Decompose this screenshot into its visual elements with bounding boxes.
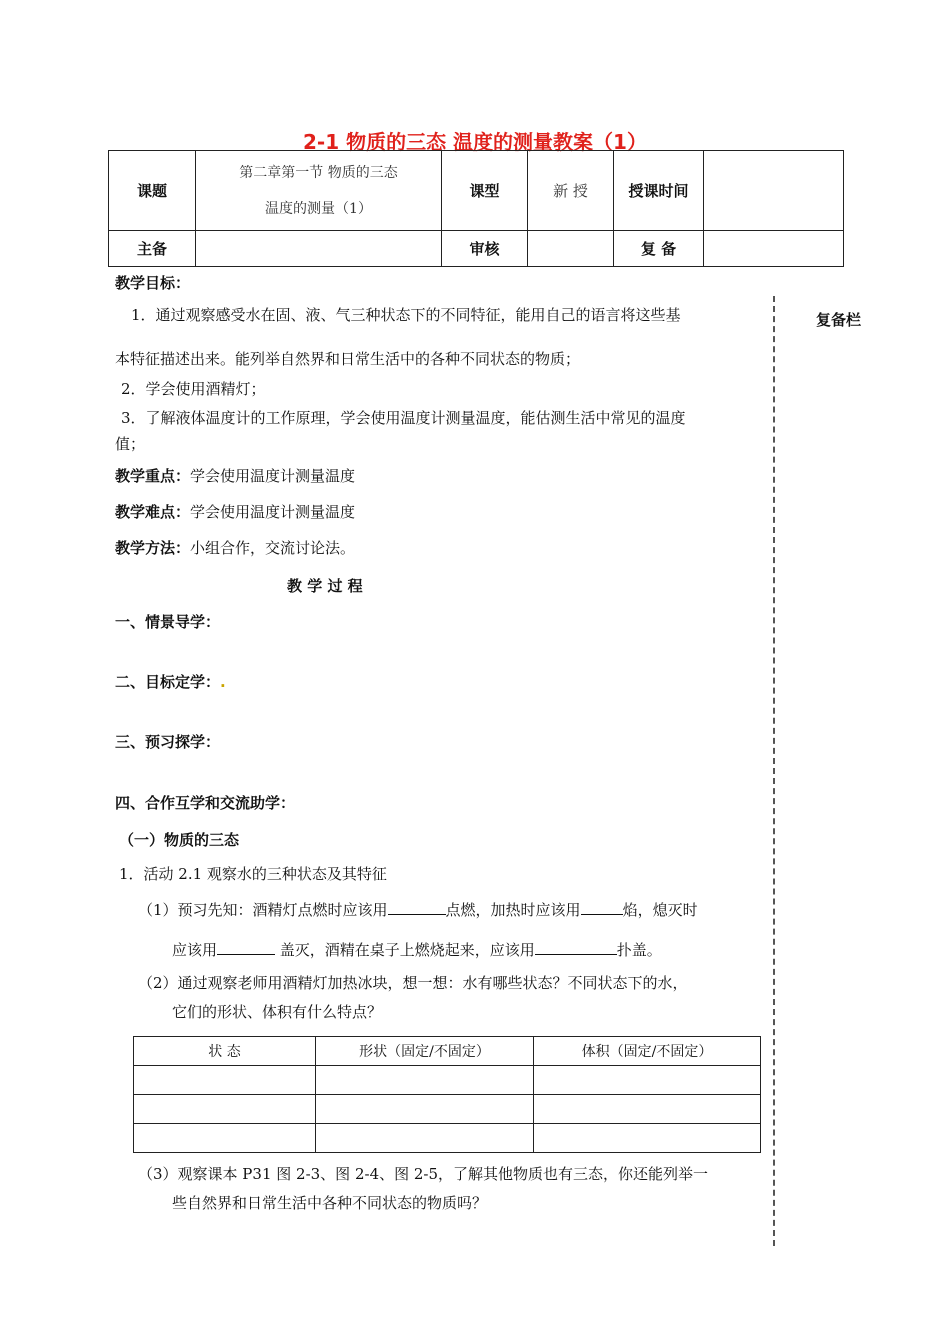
table-header-row bbox=[134, 1037, 761, 1066]
objective-1-line-2: 本特征描述出来。能列举自然界和日常生活中的各种不同状态的物质； bbox=[115, 350, 581, 368]
table-cell[interactable] bbox=[534, 1066, 761, 1095]
difficulty-label: 教学难点： bbox=[115, 503, 191, 521]
table-cell[interactable] bbox=[316, 1124, 534, 1153]
section-3-heading: 三、预习探学： bbox=[115, 733, 221, 751]
table-cell[interactable] bbox=[534, 1124, 761, 1153]
section-1-heading: 一、情景导学： bbox=[115, 613, 221, 631]
table-row bbox=[134, 1066, 761, 1095]
difficulty bbox=[115, 502, 355, 522]
section-2-heading: 二、目标定学：. bbox=[115, 673, 226, 691]
time-label: 授课时间 bbox=[614, 151, 704, 231]
method bbox=[115, 538, 355, 558]
type-value: 新 授 bbox=[528, 151, 614, 231]
prep-label: 主备 bbox=[109, 231, 196, 267]
section-4-heading: 四、合作互学和交流助学： bbox=[115, 794, 296, 812]
question-1-line-1 bbox=[138, 900, 698, 920]
difficulty-text: 学会使用温度计测量温度 bbox=[190, 503, 356, 521]
reprep-value bbox=[704, 231, 844, 267]
table-row bbox=[134, 1124, 761, 1153]
blank-extinguish[interactable] bbox=[217, 940, 275, 955]
key-point-label: 教学重点： bbox=[115, 467, 191, 485]
time-value bbox=[704, 151, 844, 231]
topic-label: 课题 bbox=[109, 151, 196, 231]
subsection-1-heading: （一）物质的三态 bbox=[119, 831, 240, 849]
q1-text-d: 应该用 bbox=[172, 941, 218, 959]
document-title: 2-1 物质的三态 温度的测量教案（1） bbox=[303, 130, 647, 154]
q1-text-f: 扑盖。 bbox=[616, 941, 662, 959]
question-2-line-2: 它们的形状、体积有什么特点？ bbox=[172, 1003, 383, 1021]
question-2-line-1: （2）通过观察老师用酒精灯加热冰块，想一想：水有哪些状态？不同状态下的水， bbox=[138, 974, 688, 992]
water-states-table bbox=[133, 1036, 761, 1153]
reprep-label: 复 备 bbox=[614, 231, 704, 267]
blank-ignite[interactable] bbox=[388, 900, 446, 915]
question-3-line-2: 些自然界和日常生活中各种不同状态的物质吗？ bbox=[172, 1194, 488, 1212]
objective-3-line-1: 3．了解液体温度计的工作原理，学会使用温度计测量温度，能估测生活中常见的温度 bbox=[121, 409, 686, 427]
table-cell[interactable] bbox=[534, 1095, 761, 1124]
objective-1-line-1: 1．通过观察感受水在固、液、气三种状态下的不同特征，能用自己的语言将这些基 bbox=[131, 306, 681, 324]
table-cell[interactable] bbox=[134, 1066, 316, 1095]
table-row bbox=[134, 1095, 761, 1124]
method-text: 小组合作，交流讨论法。 bbox=[190, 539, 356, 557]
type-label: 课型 bbox=[442, 151, 528, 231]
q1-text-e: 盖灭，酒精在桌子上燃烧起来，应该用 bbox=[275, 941, 535, 959]
topic-line-2: 温度的测量（1） bbox=[265, 200, 372, 217]
blank-smother[interactable] bbox=[535, 940, 617, 955]
sidebar-label: 复备栏 bbox=[816, 311, 862, 329]
review-value bbox=[528, 231, 614, 267]
key-point-text: 学会使用温度计测量温度 bbox=[190, 467, 356, 485]
objective-3-line-2: 值； bbox=[115, 435, 146, 453]
header-shape: 形状（固定/不固定） bbox=[316, 1037, 534, 1066]
method-label: 教学方法： bbox=[115, 539, 191, 557]
question-3-line-1: （3）观察课本 P31 图 2-3、图 2-4、图 2-5，了解其他物质也有三态，你还能列举一 bbox=[138, 1165, 709, 1183]
q1-text-c: 焰，熄灭时 bbox=[622, 901, 698, 919]
process-heading: 教 学 过 程 bbox=[287, 577, 363, 595]
objectives-heading: 教学目标： bbox=[115, 274, 191, 292]
header-state: 状 态 bbox=[134, 1037, 316, 1066]
table-cell[interactable] bbox=[316, 1066, 534, 1095]
prep-value bbox=[196, 231, 442, 267]
topic-value bbox=[196, 151, 442, 231]
objective-2: 2．学会使用酒精灯； bbox=[121, 380, 266, 398]
key-point bbox=[115, 466, 355, 486]
question-1-line-2 bbox=[172, 940, 662, 960]
blank-heat-flame[interactable] bbox=[581, 900, 623, 915]
review-label: 审核 bbox=[442, 231, 528, 267]
q1-text-a: （1）预习先知：酒精灯点燃时应该用 bbox=[138, 901, 388, 919]
sidebar-divider bbox=[773, 296, 775, 1246]
topic-line-1: 第二章第一节 物质的三态 bbox=[239, 164, 398, 181]
table-cell[interactable] bbox=[316, 1095, 534, 1124]
lesson-info-table bbox=[108, 150, 844, 267]
q1-text-b: 点燃，加热时应该用 bbox=[445, 901, 581, 919]
activity-title: 1．活动 2.1 观察水的三种状态及其特征 bbox=[119, 865, 387, 883]
table-cell[interactable] bbox=[134, 1124, 316, 1153]
table-cell[interactable] bbox=[134, 1095, 316, 1124]
header-volume: 体积（固定/不固定） bbox=[534, 1037, 761, 1066]
section-2-text: 二、目标定学： bbox=[115, 673, 221, 691]
